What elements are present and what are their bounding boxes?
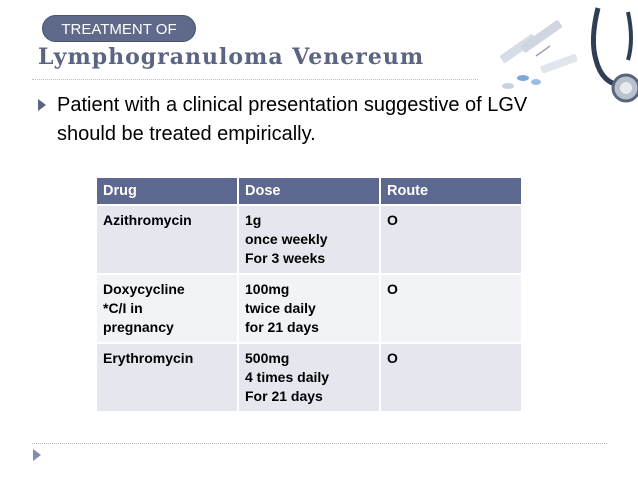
drug-cell	[97, 275, 237, 342]
title-divider	[32, 79, 502, 80]
table-row	[97, 344, 521, 411]
section-label: TREATMENT OF	[42, 15, 196, 42]
dose-cell	[239, 275, 379, 342]
column-header-dose: Dose	[239, 178, 379, 204]
dose-line: for 21 days	[245, 319, 319, 335]
bullet-arrow-icon	[38, 99, 46, 111]
bullet-text: Patient with a clinical presentation suggestive of LGV should be treated empirically.	[57, 94, 528, 145]
route-cell: O	[381, 206, 521, 273]
drug-line: Erythromycin	[103, 350, 194, 366]
dose-line: 100mg	[245, 281, 290, 297]
drug-line: *C/I in	[103, 300, 143, 316]
route-cell: O	[381, 275, 521, 342]
dose-cell	[239, 206, 379, 273]
drug-line: pregnancy	[103, 319, 174, 335]
route-cell: O	[381, 344, 521, 411]
dose-line: 1g	[245, 212, 262, 228]
table-row	[97, 275, 521, 342]
dose-cell	[239, 344, 379, 411]
dose-line: For 21 days	[245, 388, 323, 404]
dose-line: twice daily	[245, 300, 316, 316]
column-header-drug: Drug	[97, 178, 237, 204]
dose-line: 4 times daily	[245, 369, 330, 385]
footer-arrow-icon	[33, 449, 41, 461]
dose-line: For 3 weeks	[245, 250, 326, 266]
slide-title: Lymphogranuloma Venereum	[38, 44, 425, 70]
table-row	[97, 206, 521, 273]
drug-cell	[97, 344, 237, 411]
column-header-route: Route	[381, 178, 521, 204]
drug-line: Doxycycline	[103, 281, 185, 297]
dose-line: 500mg	[245, 350, 290, 366]
treatment-table	[95, 176, 523, 413]
drug-line: Azithromycin	[103, 212, 192, 228]
drug-cell	[97, 206, 237, 273]
dose-line: once weekly	[245, 231, 328, 247]
footer-divider	[32, 443, 607, 444]
table-header-row	[97, 178, 521, 204]
